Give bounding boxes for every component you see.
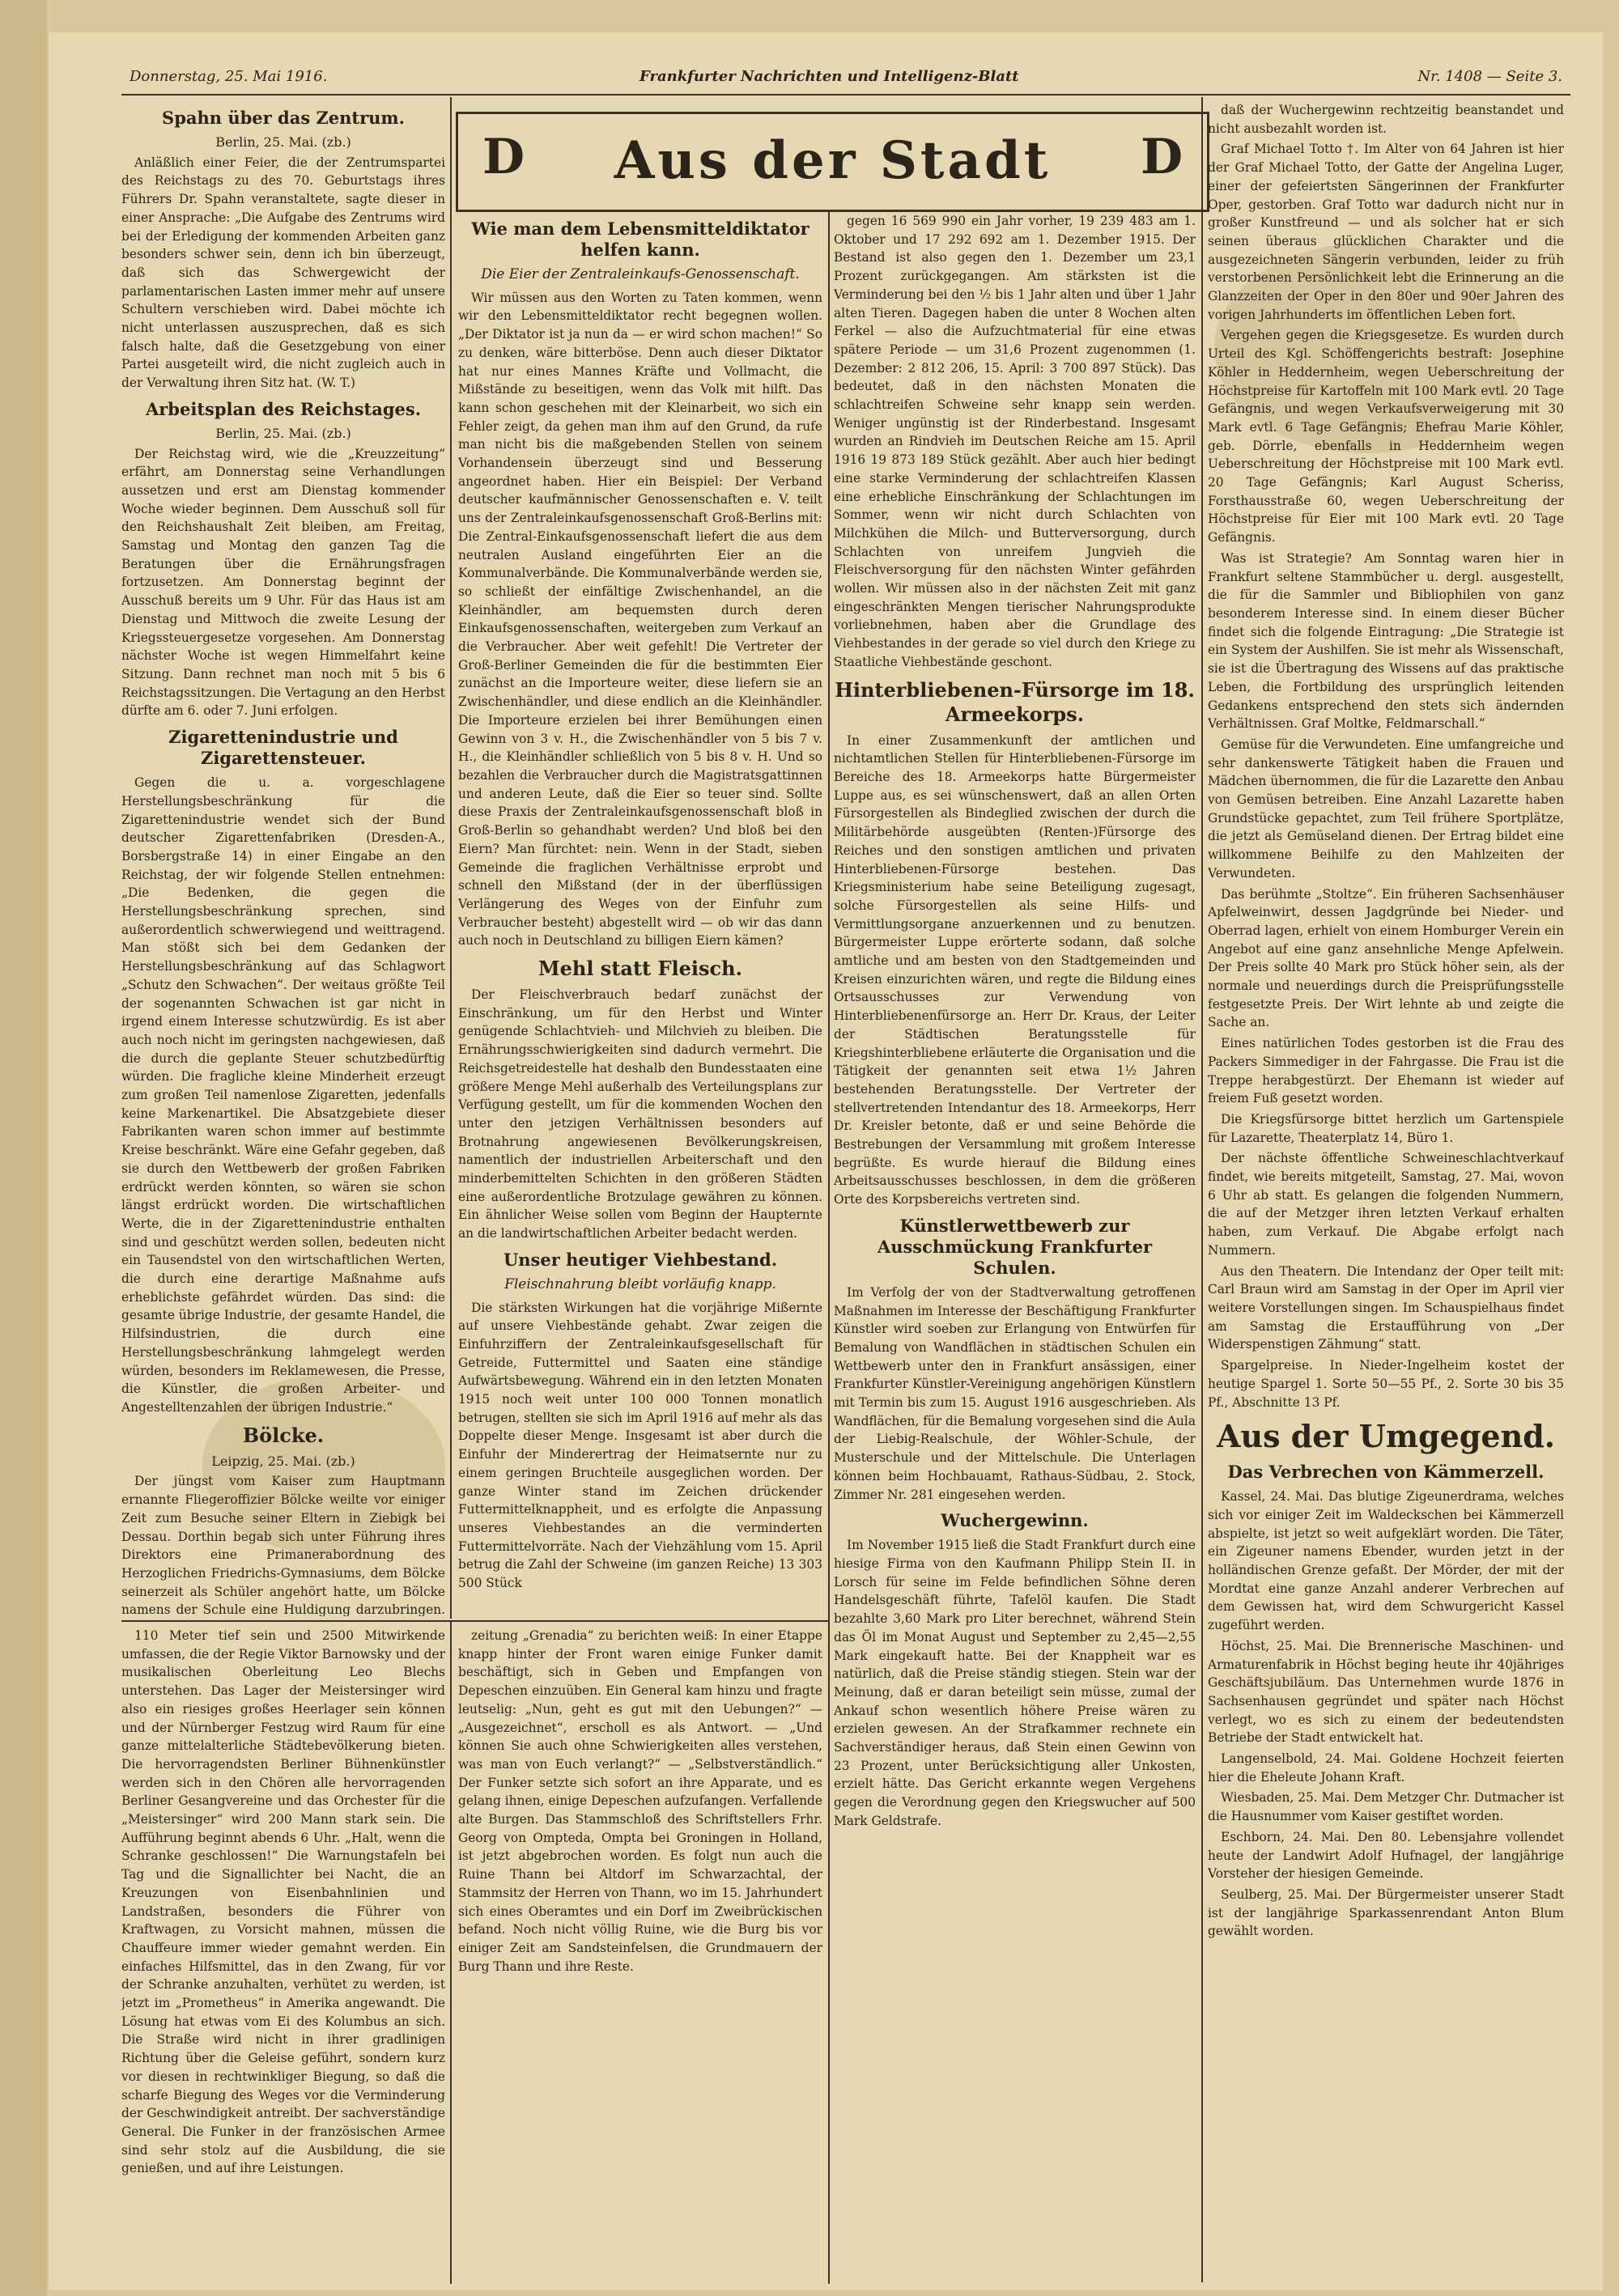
bottom-column-2 [458, 1627, 822, 2284]
header-date: Donnerstag, 25. Mai 1916. [130, 68, 328, 85]
article-body: Anläßlich einer Feier, die der Zentrumspartei des Reichstags zu des 70. Geburtstags ihres Führers Dr. Spahn veranstaltete, sagte dieser in einer Ansprache: „Die Aufgabe des Zentrums wird bei der Erledigung der kommenden Arbeiten ganz besonders schwer sein, denn ich bin überzeugt, daß sich das Schwergewicht der parlamentarischen Lasten immer mehr auf unsere Schultern verschieben wird. Dabei möchte ich nicht unterlassen auszusprechen, daß es sich falsch halte, daß die Gesetzgebung von einer Partei ausgeteilt wird, die nicht zugleich auch in der Verwaltung ihren Sitz hat. (W. T.) [121, 155, 445, 391]
column-rule [450, 97, 452, 1619]
article-dateline: Berlin, 25. Mai. (zb.) [215, 134, 351, 150]
column-rule [450, 1622, 452, 2284]
article-body: Spargelpreise. In Nieder-Ingelheim kostet der heutige Spargel 1. Sorte 50—55 Pf., 2. Sorte 30 bis 35 Pf., Abschnitte 13 Pf. [1208, 1358, 1564, 1410]
article-body: Höchst, 25. Mai. Die Brennerische Maschinen- und Armaturenfabrik in Höchst beging heute ihr 40jähriges Geschäftsjubiläum. Das Unternehmen wurde 1876 in Sachsenhausen gegründet und später nach Höchst verlegt, wo es sich zu einem der bedeutendsten Betriebe der Stadt entwickelt hat. [1208, 1638, 1564, 1746]
article-dateline: Berlin, 25. Mai. (zb.) [215, 425, 351, 441]
article-body: 110 Meter tief sein und 2500 Mitwirkende umfassen, die der Regie Viktor Barnowsky und der musikalischen Oberleitung Leo Blechs unterstehen. Das Lager der Meistersinger wird also ein riesiges großes Heerlager sein können und der Nürnberger Festzug wird Raum für eine ganze mittelalterliche Städtebevölkerung bieten. Die hervorragendsten Berliner Bühnenkünstler werden sich in den Chören alle hervorragenden Berliner Gesangvereine und das Orchester für die „Meistersinger“ wird 200 Mann stark sein. Die Aufführung beginnt abends 6 Uhr. „Halt, wenn die Schranke geschlossen!“ Die Warnungstafeln bei Tag und die Signallichter bei Nacht, die an Kreuzungen von Eisenbahnlinien und Landstraßen, besonders die Führer von Kraftwagen, zu Vorsicht mahnen, müssen die Chauffeure immer wieder gemahnt werden. Ein einfaches Hilfsmittel, das in den Zwang, für vor der Schranke anzuhalten, verhütet zu werden, ist jetzt im „Prometheus“ in Amerika angewandt. Die Lösung hat etwas vom Ei des Kolumbus an sich. Die Straße wird nicht in ihrer gradlinigen Richtung über die Geleise geführt, sondern kurz vor diesen in rechtwinkliger Biegung, so daß die scharfe Biegung des Weges vor die Verminderung der Geschwindigkeit antreibt. Der sachverständige General. Die Funker in der französischen Armee sind sehr stolz auf die Ausbildung, die sie genießen, und auf ihre Leistungen. [121, 1628, 445, 2176]
article-body: Wiesbaden, 25. Mai. Dem Metzger Chr. Dutmacher ist die Hausnummer vom Kaiser gestiftet worden. [1208, 1790, 1564, 1824]
article-body: gegen 16 569 990 ein Jahr vorher, 19 239 483 am 1. Oktober und 17 292 692 am 1. Dezember 1915. Der Bestand ist also gegen den 1. Dezember um 23,1 Prozent zurückgegangen. Am stärksten ist die Verminderung bei den ½ bis 1 Jahr alten und über 1 Jahr alten Tieren. Dagegen haben die unter 8 Wochen alten Ferkel — also die Aufzuchtmaterial für eine etwas spätere Periode — um 31,6 Prozent zugenommen (1. Dezember: 2 812 206, 15. April: 3 700 897 Stück). Das bedeutet, daß in den nächsten Monaten die schlachtreifen Schweine sehr knapp sein werden. Weniger ungünstig ist der Rinderbestand. Insgesamt wurden an Rindvieh im Deutschen Reiche am 15. April 1916 19 873 189 Stück gezählt. Aber auch hier bedingt eine starke Verminderung der schlachtreifen Klassen eine erhebliche Einschränkung der Schlachtungen im Sommer, wenn wir nicht durch Schlachten von Milchkühen die Milch- und Butterversorgung, durch Schlachten von unreifem Jungvieh die Fleischversorgung für den nächsten Winter gefährden wollen. Wir müssen also in der nächsten Zeit mit ganz eingeschränkten Mengen tierischer Nahrungsprodukte vorliebnehmen, haben aber die Grundlage des Viehbestandes in der gerade so viel durch den Kriege zu Staatliche Viehbestände geschont. [834, 214, 1196, 669]
article-body: Im Verfolg der von der Stadtverwaltung getroffenen Maßnahmen im Interesse der Beschäftigung Frankfurter Künstler wird soeben zur Erlangung von Entwürfen für Bemalung von Wandflächen in städtischen Schulen ein Wettbewerb unter den in Frankfurt ansässigen, einer Frankfurter Künstler-Vereinigung angehörigen Künstlern mit Termin bis zum 15. August 1916 ausgeschrieben. Als Wandflächen, für die Bemalung vorgesehen sind die Aula der Liebig-Realschule, der Wöhler-Schule, der Musterschule und der Mittelschule. Die Unterlagen können beim Hochbauamt, Rathaus-Südbau, 2. Stock, Zimmer Nr. 281 eingesehen werden. [834, 1284, 1196, 1502]
article-headline: Das Verbrechen von Kämmerzell. [1227, 1462, 1545, 1483]
article-headline: Wie man dem Lebensmitteldiktator helfen kann. [471, 219, 810, 260]
article-body: Im November 1915 ließ die Stadt Frankfurt durch eine hiesige Firma von den Kaufmann Philipp Stein II. in Lorsch für seine im Felde befindlichen Söhne deren Handelsgeschäft führte, Tafelöl kaufen. Die Stadt bezahlte 3,60 Mark pro Liter berechnet, während Stein das Öl im Monat August und September zu 2,45—2,55 Mark eingekauft hatte. Bei der Knappheit war es natürlich, daß die Preise ständig stiegen. Stein war der Meinung, daß er daran beteiligt sein müsse, zumal der Ankauf schon wesentlich höhere Preise wären zu erzielen gewesen. An der Strafkammer rechnete ein Sachverständiger heraus, daß Stein einen Gewinn von 23 Prozent, unter Berücksichtigung aller Unkosten, erzielt hätte. Das Gericht erkannte wegen Vergehens gegen die Verordnung gegen den Kriegswucher auf 500 Mark Geldstrafe. [834, 1538, 1196, 1828]
column-4 [1208, 101, 1564, 2282]
article-headline: Unser heutiger Viehbestand. [503, 1249, 778, 1270]
column-1 [121, 101, 445, 1616]
article-dateline: Leipzig, 25. Mai. (zb.) [211, 1453, 355, 1469]
column-rule [828, 212, 830, 2284]
article-body: Gegen die u. a. vorgeschlagene Herstellungsbeschränkung für die Zigarettenindustrie wendet sich der Bund deutscher Zigarettenfabriken (Dresden-A., Borsbergstraße 14) in einer Eingabe an den Reichstag, der wir folgende Stellen entnehmen: „Die Bedenken, die gegen die Herstellungsbeschränkung sprechen, sind außerordentlich schwerwiegend und weittragend. Man stößt sich bei dem Gedanken der Herstellungsbeschränkung auf das Schlagwort „Schutz den Schwachen“. Der weitaus größte Teil der sogenannten Schwachen ist gar nicht in irgend einem Interesse schutzwürdig. Es ist aber auch noch nicht im geringsten nachgewiesen, daß die durch die geplante Steuer schutzbedürftig würden. Die fragliche kleine Minderheit erzeugt zum großen Teil namenlose Zigaretten, jedenfalls keine Markenartikel. Die Absatzgebiete dieser Fabrikanten waren schon immer auf bestimmte Kreise beschränkt. Wäre eine Gefahr gegeben, daß sie durch den Wettbewerb der großen Fabriken erdrückt werden könnten, so wären sie schon längst erdrückt worden. Die wirtschaftlichen Werte, die in der Zigarettenindustrie enthalten sind und geschützt werden sollen, bedeuten nicht ein Tausendstel von den wirtschaftlichen Werten, die durch eine derartige Maßnahme aufs erheblichste gefährdet würden. Das sind: die gesamte übrige Industrie, der gesamte Handel, die Hilfsindustrien, die durch eine Herstellungsbeschränkung lahmgelegt werden würden, besonders im Reklamewesen, die Presse, die Künstler, die großen Arbeiter- und Angestelltenzahlen der übrigen Industrie.“ [121, 775, 445, 1415]
article-body: In einer Zusammenkunft der amtlichen und nichtamtlichen Stellen für Hinterbliebenen-Fürsorge im Bereiche des 18. Armeekorps hatte Bürgermeister Luppe aus, es sei wünschenswert, daß an allen Orten Fürsorgestellen als Bindeglied zwischen der durch die Militärbehörde ausgeübten (Renten-)Fürsorge des Reiches und den sonstigen amtlichen und privaten Hinterbliebenen-Fürsorge bestehen. Das Kriegsministerium habe seine Beteiligung zugesagt, solche Fürsorgestellen als seine Hilfs- und Vermittlungsorgane anzuerkennen und zu benutzen. Bürgermeister Luppe erörterte sodann, daß solche amtliche und am besten von den Stadtgemeinden und Kreisen einzurichten wären, und regte die Bildung eines Ortsausschusses zur Verwendung von Hinterbliebenenfürsorge an. Herr Dr. Kraus, der Leiter der Städtischen Beratungsstelle für Kriegshinterbliebene erläuterte die Organisation und die Tätigkeit der genannten seit etwa 1½ Jahren bestehenden Beratungsstelle. Der Vertreter der stellvertretenden Intendantur des 18. Armeekorps, Herr Dr. Kreisler betonte, daß er und seine Behörde die Bestrebungen der Versammlung mit großem Interesse begrüßte. Es wurde hierauf die Bildung eines Arbeitsausschusses beschlossen, in dem die größeren Orte des Korpsbereichs vertreten sind. [834, 732, 1196, 1207]
article-body: Der jüngst vom Kaiser zum Hauptmann ernannte Fliegeroffizier Bölcke weilte vor einiger Zeit zum Besuche seiner Eltern in Ziebigk bei Dessau. Dorthin begab sich unter Führung ihres Direktors eine Primanerabordnung des Herzoglichen Friedrichs-Gymnasiums, dem Bölcke seinerzeit als Schüler angehört hatte, um Bölcke namens der Schule eine Huldigung darzubringen. [121, 1474, 445, 1616]
article-body: Der Fleischverbrauch bedarf zunächst der Einschränkung, um für den Herbst und Winter genügende Schlachtvieh- und Milchvieh zu bleiben. Die Ernährungsschwierigkeiten sind dadurch vermehrt. Die Reichsgetreidestelle hat deshalb den Bundesstaaten eine größere Menge Mehl außerhalb des Verteilungsplans zur Verfügung gestellt, um für die kommenden Wochen den unter den jetzigen Verhältnissen besonders auf Brotnahrung angewiesenen Bevölkerungskreisen, namentlich der industriellen Arbeiterschaft und den minderbemittelten Schichten in den größeren Städten eine außerordentliche Brotzulage gewähren zu können. Ein ähnlicher Weise sollen vom Beginn der Haupternte an die landwirtschaftlichen Arbeiter bedacht werden. [458, 987, 822, 1241]
article-body: daß der Wuchergewinn rechtzeitig beanstandet und nicht ausbezahlt worden ist. [1208, 103, 1564, 136]
article-body: Die Kriegsfürsorge bittet herzlich um Gartenspiele für Lazarette, Theaterplatz 14, Büro 1. [1208, 1111, 1564, 1145]
article-body: Kassel, 24. Mai. Das blutige Zigeunerdrama, welches sich vor einiger Zeit im Waldeckschen bei Kämmerzell abspielte, ist jetzt so weit aufgeklärt worden. Die Täter, ein Zigeuner namens Ebender, wurden jetzt in der holländischen Grenze gefaßt. Der Mörder, der mit der Mordtat eine ganze Anzahl anderer Verbrechen auf dem Gewissen hat, wird dem Schwurgericht Kassel zugeführt werden. [1208, 1489, 1564, 1633]
article-headline: Wuchergewinn. [941, 1510, 1089, 1531]
article-subheadline: Die Eier der Zentraleinkaufs-Genossenschaft. [481, 266, 800, 282]
article-headline: Hinterbliebenen-Fürsorge im 18. Armeekorps. [835, 677, 1195, 726]
header-paper-name: Frankfurter Nachrichten und Intelligenz-Blatt [640, 68, 1019, 85]
article-body: Der nächste öffentliche Schweineschlachtverkauf findet, wie bereits mitgeteilt, Samstag, 27. Mai, wovon 6 Uhr ab statt. Es gelangen die folgenden Nummern, die auf der Metzger ihren letzten Verkauf erhalten haben, zum Verkauf. Die Abgabe erfolgt nach Nummern. [1208, 1151, 1564, 1258]
section-divider [121, 1620, 828, 1622]
article-body: Langenselbold, 24. Mai. Goldene Hochzeit feierten hier die Eheleute Johann Kraft. [1208, 1751, 1564, 1785]
article-body: Seulberg, 25. Mai. Der Bürgermeister unserer Stadt ist der langjährige Sparkassenrendant Anton Blum gewählt worden. [1208, 1886, 1564, 1939]
page-edge-strip [0, 0, 47, 2296]
article-body: Eschborn, 24. Mai. Den 80. Lebensjahre vollendet heute der Landwirt Adolf Hufnagel, der langjährige Vorsteher der hiesigen Gemeinde. [1208, 1829, 1564, 1882]
ornament-initial-right: D [1140, 129, 1183, 185]
article-body: Graf Michael Totto †. Im Alter von 64 Jahren ist hier der Graf Michael Totto, der Gatte der Angelina Luger, einer der gefeiertsten Sängerinnen der Frankfurter Oper, gestorben. Graf Totto war dadurch nicht nur in großer Kunstfreund — und als solcher hat er sich seinen überaus glücklichen Charakter und die ausgezeichneten Sängerin verbunden, leider zu früh verstorbenen Persönlichkeit lebt die Erinnerung an die Glanzzeiten der Oper in den 80er und 90er Jahren des vorigen Jahrhunderts im öffentlichen Leben fort. [1208, 142, 1564, 322]
page-header [121, 63, 1570, 95]
article-body: Der Reichstag wird, wie die „Kreuzzeitung“ erfährt, am Donnerstag seine Verhandlungen aussetzen und erst am Dienstag kommender Woche wieder beginnen. Dem Ausschuß soll für den Reichshaushalt Zeit bleiben, am Freitag, Samstag und Montag den ganzen Tag die Beratungen über die Ernährungsfragen fortzusetzen. Am Donnerstag beginnt der Ausschuß bereits um 9 Uhr. Für das Haus ist am Dienstag und Mittwoch die zweite Lesung der Kriegssteuergesetze vorgesehen. Am Donnerstag nächster Woche ist wegen Himmelfahrt keine Sitzung. Dann rechnet man noch mit 5 bis 6 Reichstagssitzungen. Die Vertagung an den Herbst dürfte am 6. oder 7. Juni erfolgen. [121, 446, 445, 719]
section-masthead [456, 112, 1209, 212]
header-page-number: Nr. 1408 — Seite 3. [1417, 68, 1562, 85]
article-body: Aus den Theatern. Die Intendanz der Oper teilt mit: Carl Braun wird am Samstag in der Oper im April vier weitere Vorstellungen singen. Im Schauspielhaus findet am Samstag die Erstaufführung von „Der Widerspenstigen Zähmung“ statt. [1208, 1263, 1564, 1352]
article-body: Die stärksten Wirkungen hat die vorjährige Mißernte auf unsere Viehbestände gehabt. Zwar zeigen die Einfuhrziffern der Zentraleinkaufsgesellschaft für Getreide, Futtermittel und Saaten eine ständige Aufwärtsbewegung. Während ein in den letzten Monaten 1915 noch weit unter 100 000 Tonnen monatlich betrugen, stellten sie sich im April 1916 auf mehr als das Doppelte dieser Menge. Insgesamt ist aber durch die Einfuhr der Minderertrag der Heimatsernte nur zu einem geringen Bruchteile ausgeglichen worden. Der ganze Winter stand im Zeichen drückender Futtermittelknappheit, und es erfolgte die Anpassung unseres Viehbestandes an die verminderten Futtermittelvorräte. Nach der Viehzählung vom 15. April betrug die Zahl der Schweine (im ganzen Reiche) 13 303 500 Stück [458, 1300, 822, 1591]
column-rule [1201, 97, 1203, 2282]
section-title: Aus der Stadt [614, 130, 1052, 191]
article-body: Das berühmte „Stoltze“. Ein früheren Sachsenhäuser Apfelweinwirt, dessen Jagdgründe bei Nieder- und Oberrad lagen, erhielt von einem Homburger Verein ein Angebot auf eine ganz ansehnliche Menge Apfelwein. Der Preis sollte 40 Mark pro Stück höher sein, als der normale und neuerdings durch die Preisprüfungsstelle festgesetzte Preis. Der Wirt lehnte ab und zeigte die Sache an. [1208, 886, 1564, 1030]
article-body: Wir müssen aus den Worten zu Taten kommen, wenn wir den Lebensmitteldiktator recht begegnen wollen. „Der Diktator ist ja nun da — er wird schon machen!“ So zu denken, wäre bitterböse. Denn auch dieser Diktator hat nur eines Mannes Kräfte und Vollmacht, die Mißstände zu beseitigen, wenn das Volk mit hilft. Das kann schon geschehen mit der Kleinarbeit, wo sich ein Fehler zeigt, da gehen man ihm auf den Grund, da rufe man nicht bis die maßgebenden Stellen von seinem Vorhandensein überzeugt sind und Besserung angeordnet haben. Hier ein Beispiel: Der Verband deutscher kaufmännischer Genossenschaften e. V. teilt uns der Zentraleinkaufsgenossenschaft Groß-Berlins mit: Die Zentral-Einkaufsgenossenschaft liefert die aus dem neutralen Ausland eingeführten Eier an die Kommunalverbände. Die Kommunalverbände werden sie, so schließt der einfältige Zwischenhandel, an die Kleinhändler, am bequemsten durch deren Einkaufsgenossenschaften, weitergeben zum Verkauf an die Verbraucher. Aber weit gefehlt! Die Vertreter der Groß-Berliner Gemeinden die für die bestimmten Eier zunächst an die Importeure weiter, diese liefern sie an Zwischenhändler, und diese endlich an die Kleinhändler. Die Importeure erzielen bei ihrer Bemühungen einen Gewinn von 3 v. H., die Zwischenhändler von 5 bis 7 v. H., die Kleinhändler schließlich von 5 bis 8 v. H. Und so bezahlen die Verbraucher durch die Magistratsgattinnen und anderen Leute, daß die Eier so teuer sind. Sollte diese Praxis der Zentraleinkaufsgenossenschaft bloß in Groß-Berlin so gehandhabt werden? Und bloß bei den Eiern? Man fürchtet: nein. Wenn in der Stadt, sieben Gemeinde die fraglichen Verhältnisse erprobt und schnell den Mißstand (der in der überflüssigen Verlängerung des Weges von der Einfuhr zum Verbraucher besteht) abgestellt wird — ob wir das dann auch noch in Deutschland zu billigen Eiern kämen? [458, 290, 822, 949]
article-headline: Mehl statt Fleisch. [538, 957, 742, 981]
article-body: Vergehen gegen die Kriegsgesetze. Es wurden durch Urteil des Kgl. Schöffengerichts bestraft: Josephine Köhler in Heddernheim, wegen Ueberschreitung der Höchstpreise für Kartoffeln mit 100 Mark evtl. 20 Tage Gefängnis, und wegen Verkaufsverweigerung mit 30 Mark evtl. 6 Tage Gefängnis; Ehefrau Marie Köhler, geb. Dörrle, ebenfalls in Heddernheim wegen Ueberschreitung der Höchstpreise mit 100 Mark evtl. 20 Tage Gefängnis; Karl August Scheriss, Forsthausstraße 60, wegen Ueberschreitung der Höchstpreise für Eier mit 100 Mark evtl. 20 Tage Gefängnis. [1208, 328, 1564, 545]
article-headline: Bölcke. [242, 1423, 325, 1447]
article-headline: Arbeitsplan des Reichstages. [145, 398, 422, 419]
article-body: Gemüse für die Verwundeten. Eine umfangreiche und sehr dankenswerte Tätigkeit haben die Frauen und Mädchen übernommen, die für die Lazarette den Anbau von Gemüsen betreiben. Eine Anzahl Lazarette haben Grundstücke gepachtet, zum Teil frühere Sportplätze, die jetzt als Gemüseland dienen. Der Ertrag bildet eine willkommene Beihilfe zu den Mahlzeiten der Verwundeten. [1208, 736, 1564, 881]
article-subheadline: Fleischnahrung bleibt vorläufig knapp. [504, 1275, 776, 1292]
column-3 [834, 212, 1196, 2284]
ornament-initial-left: D [482, 129, 525, 185]
article-body: Eines natürlichen Todes gestorben ist die Frau des Packers Simmediger in der Fahrgasse. Die Frau ist die Treppe herabgestürzt. Der Ehemann ist wieder auf freiem Fuß gesetzt worden. [1208, 1036, 1564, 1106]
bottom-column-1 [121, 1627, 445, 2284]
section-headline: Aus der Umgegend. [1217, 1418, 1555, 1455]
article-body: zeitung „Grenadia“ zu berichten weiß: In einer Etappe knapp hinter der Front waren einige Funker damit beschäftigt, sich in Geben und Empfangen von Depeschen einzuüben. Ein General kam hinzu und fragte leutselig: „Nun, geht es gut mit den Uebungen?“ — „Ausgezeichnet“, erscholl es als Antwort. — „Und können Sie auch ohne Schwierigkeiten alles verstehen, was man von Euch verlangt?“ — „Selbstverständlich.“ Der Funker setzte sich sofort an ihre Apparate, und es gelang ihnen, einige Depeschen aufzufangen. Verfallende alte Burgen. Das Stammschloß des Schriftstellers Frhr. Georg von Ompteda, Ompta bei Groningen in Holland, ist jetzt abgebrochen worden. Es folgt nun auch die Ruine Thann bei Altdorf im Schwarzachtal, der Stammsitz der Herren von Thann, wo im 15. Jahrhundert sich eines Oberamtes und ein Dorf im Zweibrückischen befand. Noch nicht völlig Ruine, wie die Burg bis vor einiger Zeit am Sandsteinfelsen, die Grundmauern der Burg Thann und ihre Reste. [458, 1628, 822, 1974]
article-headline: Künstlerwettbewerb zur Ausschmückung Frankfurter Schulen. [877, 1215, 1153, 1278]
article-headline: Zigarettenindustrie und Zigarettensteuer. [168, 727, 398, 769]
article-headline: Spahn über das Zentrum. [162, 108, 405, 128]
column-2 [458, 212, 822, 1616]
article-body: Was ist Strategie? Am Sonntag waren hier in Frankfurt seltene Stammbücher u. dergl. ausgestellt, die für die Sammler und Bibliophilen von ganz besonderem Interesse sind. In einem dieser Bücher findet sich die folgende Eintragung: „Die Strategie ist ein System der Aushilfen. Sie ist mehr als Wissenschaft, sie ist die Übertragung des Wissens auf das praktische Leben, die Fortbildung des ursprünglich leitenden Gedankens entsprechend den stets sich ändernden Verhältnissen. Graf Moltke, Feldmarschall.“ [1208, 550, 1564, 732]
